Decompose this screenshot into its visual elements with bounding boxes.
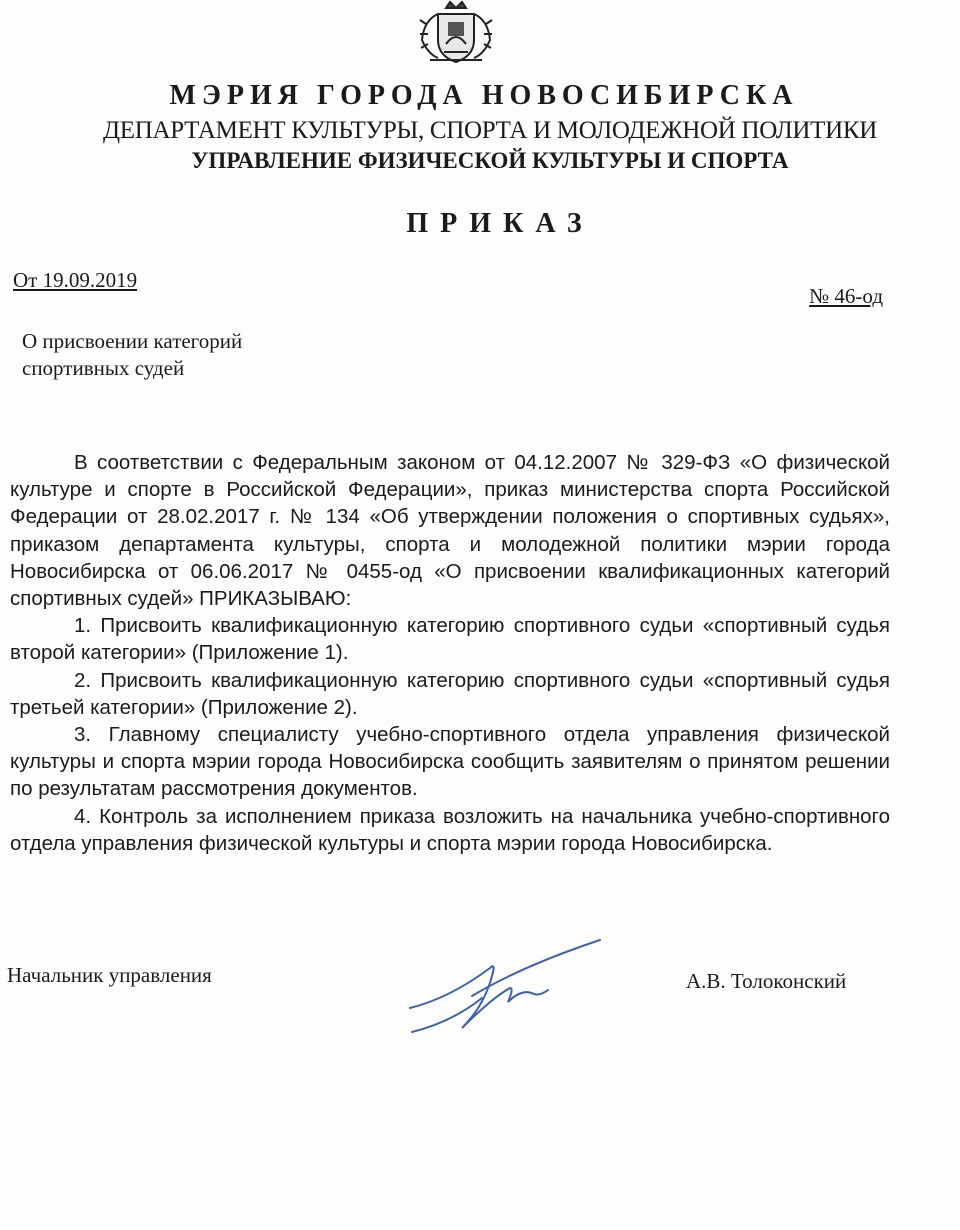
order-item: 3. Главному специалисту учебно-спортивного отдела управления физической культуры и спорта мэрии города Новосибирска сообщить заявителям о принятом решении по результатам рассмотрения документов.	[10, 723, 890, 801]
subject-line1: О присвоении категорий	[22, 329, 243, 353]
handwritten-signature	[402, 936, 612, 1046]
subject-line2: спортивных судей	[22, 356, 185, 380]
order-item: 4. Контроль за исполнением приказа возложить на начальника учебно-спортивного отдела управления физической культуры и спорта мэрии города Новосибирска.	[10, 804, 890, 855]
order-item: 2. Присвоить квалификационную категорию спортивного судьи «спортивный судья третьей категории» (Приложение 2).	[10, 668, 890, 719]
document-number: № 46-од	[809, 284, 883, 308]
preamble-paragraph: В соответствии с Федеральным законом от 04.12.2007 № 329-ФЗ «О физической культуре и спорте в Российской Федерации», приказ министерства спорта Российской Федерации от 28.02.2017 г. № 134 «Об утверждении положения о спортивных судьях», приказом департамента культуры, спорта и молодежной политики мэрии города Новосибирска от 06.06.2017 № 0455-од «О присвоении квалификационных категорий спортивных судей» ПРИКАЗЫВАЮ:	[10, 451, 890, 611]
signatory-name: А.В. Толоконский	[686, 969, 847, 993]
signatory-role: Начальник управления	[7, 963, 212, 987]
order-item: 1. Присвоить квалификационную категорию спортивного судьи «спортивный судья второй категории» (Приложение 1).	[10, 614, 890, 665]
document-subject	[22, 328, 242, 382]
document-date: От 19.09.2019	[13, 268, 138, 292]
document-type-title: ПРИКАЗ	[406, 208, 594, 239]
org-name-line3: УПРАВЛЕНИЕ ФИЗИЧЕСКОЙ КУЛЬТУРЫ И СПОРТА	[191, 148, 789, 173]
document-body	[10, 449, 890, 857]
org-name-line2: ДЕПАРТАМЕНТ КУЛЬТУРЫ, СПОРТА И МОЛОДЕЖНОЙ ПОЛИТИКИ	[103, 117, 877, 144]
city-coat-of-arms-icon	[416, 0, 496, 66]
org-name-line1: МЭРИЯ ГОРОДА НОВОСИБИРСКА	[169, 80, 799, 111]
